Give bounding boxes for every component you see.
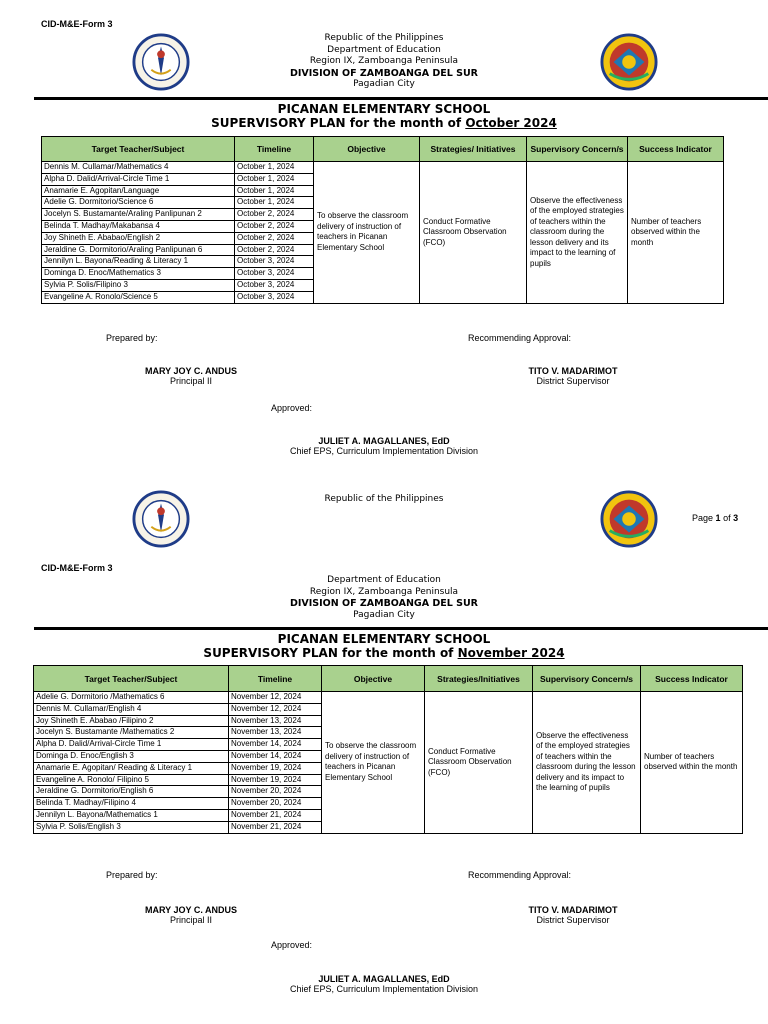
recommending-label: Recommending Approval:: [468, 870, 572, 880]
teacher-subject-cell: Jocelyn S. Bustamante/Araling Panlipunan 2: [42, 209, 235, 221]
teacher-subject-cell: Adelie G. Dormitorio /Mathematics 6: [34, 692, 229, 704]
timeline-cell: November 12, 2024: [229, 703, 322, 715]
strategy-cell: Conduct Formative Classroom Observation (FCO): [425, 692, 533, 834]
approved-signatory: [234, 974, 534, 994]
prepared-signatory: [91, 366, 291, 386]
november-plan-table: [33, 665, 743, 834]
col-header: Target Teacher/Subject: [42, 137, 235, 162]
col-header: Supervisory Concern/s: [527, 137, 628, 162]
plan-heading: [0, 646, 768, 660]
col-header: Success Indicator: [641, 666, 743, 692]
school-name: PICANAN ELEMENTARY SCHOOL: [277, 102, 491, 116]
approved-title: Chief EPS, Curriculum Implementation Division: [289, 446, 479, 456]
timeline-cell: November 13, 2024: [229, 715, 322, 727]
division-line: DIVISION OF ZAMBOANGA DEL SUR: [289, 67, 478, 79]
teacher-subject-cell: Joy Shineth E. Ababao /Filipino 2: [34, 715, 229, 727]
approved-title: Chief EPS, Curriculum Implementation Division: [289, 984, 479, 994]
letterhead: [0, 33, 768, 91]
col-header: Timeline: [229, 666, 322, 692]
header-rule: [34, 627, 768, 630]
prepared-signatory: [91, 905, 291, 925]
timeline-cell: October 2, 2024: [235, 209, 314, 221]
page-prefix: Page: [692, 513, 714, 523]
concern-cell: Observe the effectiveness of the employed strategies of teachers within the classroom during the lesson delivery and its impact to the learning of pupils: [533, 692, 641, 834]
plan-prefix: SUPERVISORY PLAN for the month of: [211, 116, 462, 130]
objective-cell: To observe the classroom delivery of instruction of teachers in Picanan Elementary School: [314, 162, 420, 304]
teacher-subject-cell: Belinda T. Madhay/Filipino 4: [34, 798, 229, 810]
approved-name: JULIET A. MAGALLANES, EdD: [318, 974, 450, 984]
teacher-subject-cell: Jennilyn L. Bayona/Reading & Literacy 1: [42, 256, 235, 268]
approved-label: Approved:: [271, 940, 313, 950]
table-row: [34, 692, 743, 704]
teacher-subject-cell: Anamarie E. Agopitan/Language: [42, 185, 235, 197]
timeline-cell: October 2, 2024: [235, 244, 314, 256]
header-rule: [34, 97, 768, 100]
timeline-cell: October 3, 2024: [235, 268, 314, 280]
recommending-name: TITO V. MADARIMOT: [528, 905, 618, 915]
prepared-title: Principal II: [169, 376, 213, 386]
timeline-cell: November 19, 2024: [229, 774, 322, 786]
teacher-subject-cell: Sylvia P. Solis/Filipino 3: [42, 279, 235, 291]
page-number: [692, 513, 738, 523]
timeline-cell: November 20, 2024: [229, 786, 322, 798]
col-header: Target Teacher/Subject: [34, 666, 229, 692]
teacher-subject-cell: Alpha D. Dalid/Arrival-Circle Time 1: [34, 739, 229, 751]
region-line: Region IX, Zamboanga Peninsula: [309, 56, 459, 66]
plan-prefix: SUPERVISORY PLAN for the month of: [203, 646, 454, 660]
prepared-name: MARY JOY C. ANDUS: [144, 905, 238, 915]
table-row: [42, 162, 724, 174]
department-line: Department of Education: [327, 575, 441, 585]
region-line: Region IX, Zamboanga Peninsula: [309, 586, 459, 597]
col-header: Supervisory Concern/s: [533, 666, 641, 692]
plan-title: [0, 632, 768, 660]
col-header: Timeline: [235, 137, 314, 162]
letterhead: [0, 575, 768, 621]
recommending-signatory: [473, 905, 673, 925]
timeline-cell: November 14, 2024: [229, 739, 322, 751]
teacher-subject-cell: Jeraldine G. Dormitorio/English 6: [34, 786, 229, 798]
october-plan-table: [41, 136, 724, 304]
timeline-cell: November 14, 2024: [229, 750, 322, 762]
deped-seal-icon: [132, 490, 190, 548]
recommending-signatory: [473, 366, 673, 386]
indicator-cell: Number of teachers observed within the month: [641, 692, 743, 834]
teacher-subject-cell: Dominga D. Enoc/Mathematics 3: [42, 268, 235, 280]
prepared-label: Prepared by:: [106, 870, 158, 880]
teacher-subject-cell: Jocelyn S. Bustamante /Mathematics 2: [34, 727, 229, 739]
teacher-subject-cell: Joy Shineth E. Ababao/English 2: [42, 232, 235, 244]
recommending-title: District Supervisor: [536, 915, 610, 925]
plan-month: November 2024: [457, 646, 565, 660]
plan-month: October 2024: [465, 116, 557, 130]
timeline-cell: November 19, 2024: [229, 762, 322, 774]
col-header: Objective: [322, 666, 425, 692]
timeline-cell: October 1, 2024: [235, 197, 314, 209]
recommending-label: Recommending Approval:: [468, 333, 572, 343]
timeline-cell: October 3, 2024: [235, 279, 314, 291]
recommending-name: TITO V. MADARIMOT: [528, 366, 618, 376]
teacher-subject-cell: Dominga D. Enoc/English 3: [34, 750, 229, 762]
plan-title: [0, 102, 768, 130]
republic-line: Republic of the Philippines: [324, 33, 444, 43]
timeline-cell: October 3, 2024: [235, 256, 314, 268]
teacher-subject-cell: Anamarie E. Agopitan/ Reading & Literacy 1: [34, 762, 229, 774]
timeline-cell: November 20, 2024: [229, 798, 322, 810]
plan-heading: [0, 116, 768, 130]
teacher-subject-cell: Evangeline A. Ronolo/ Filipino 5: [34, 774, 229, 786]
timeline-cell: November 21, 2024: [229, 821, 322, 833]
timeline-cell: October 3, 2024: [235, 291, 314, 303]
timeline-cell: October 2, 2024: [235, 232, 314, 244]
strategy-cell: Conduct Formative Classroom Observation (FCO): [420, 162, 527, 304]
teacher-subject-cell: Dennis M. Cullamar/Mathematics 4: [42, 162, 235, 174]
timeline-cell: November 13, 2024: [229, 727, 322, 739]
approved-name: JULIET A. MAGALLANES, EdD: [318, 436, 450, 446]
col-header: Strategies/Initiatives: [425, 666, 533, 692]
form-code: CID-M&E-Form 3: [41, 19, 113, 29]
recommending-title: District Supervisor: [536, 376, 610, 386]
page-of: of: [723, 513, 731, 523]
teacher-subject-cell: Jennilyn L. Bayona/Mathematics 1: [34, 809, 229, 821]
city-line: Pagadian City: [353, 609, 415, 620]
prepared-name: MARY JOY C. ANDUS: [144, 366, 238, 376]
timeline-cell: October 1, 2024: [235, 173, 314, 185]
prepared-label: Prepared by:: [106, 333, 158, 343]
timeline-cell: October 1, 2024: [235, 162, 314, 174]
page-current: 1: [715, 513, 721, 523]
timeline-cell: October 1, 2024: [235, 185, 314, 197]
teacher-subject-cell: Sylvia P. Solis/English 3: [34, 821, 229, 833]
objective-cell: To observe the classroom delivery of instruction of teachers in Picanan Elementary School: [322, 692, 425, 834]
timeline-cell: November 12, 2024: [229, 692, 322, 704]
timeline-cell: October 2, 2024: [235, 220, 314, 232]
indicator-cell: Number of teachers observed within the month: [628, 162, 724, 304]
teacher-subject-cell: Alpha D. Dalid/Arrival-Circle Time 1: [42, 173, 235, 185]
prepared-title: Principal II: [169, 915, 213, 925]
form-code: CID-M&E-Form 3: [41, 563, 113, 573]
department-line: Department of Education: [327, 44, 441, 55]
col-header: Strategies/ Initiatives: [420, 137, 527, 162]
teacher-subject-cell: Belinda T. Madhay/Makabansa 4: [42, 220, 235, 232]
approved-label: Approved:: [271, 403, 313, 413]
republic-line: Republic of the Philippines: [324, 494, 444, 504]
city-line: Pagadian City: [353, 79, 415, 89]
concern-cell: Observe the effectiveness of the employed strategies of teachers within the classroom during the lesson delivery and its impact to the learning of pupils: [527, 162, 628, 304]
teacher-subject-cell: Evangeline A. Ronolo/Science 5: [42, 291, 235, 303]
division-seal-icon: [600, 490, 658, 548]
teacher-subject-cell: Adelie G. Dormitorio/Science 6: [42, 197, 235, 209]
approved-signatory: [234, 436, 534, 456]
page-total: 3: [733, 513, 739, 523]
col-header: Objective: [314, 137, 420, 162]
school-name: PICANAN ELEMENTARY SCHOOL: [277, 632, 491, 646]
teacher-subject-cell: Dennis M. Cullamar/English 4: [34, 703, 229, 715]
teacher-subject-cell: Jeraldine G. Dormitorio/Araling Panlipunan 6: [42, 244, 235, 256]
col-header: Success Indicator: [628, 137, 724, 162]
division-line: DIVISION OF ZAMBOANGA DEL SUR: [289, 598, 478, 609]
timeline-cell: November 21, 2024: [229, 809, 322, 821]
